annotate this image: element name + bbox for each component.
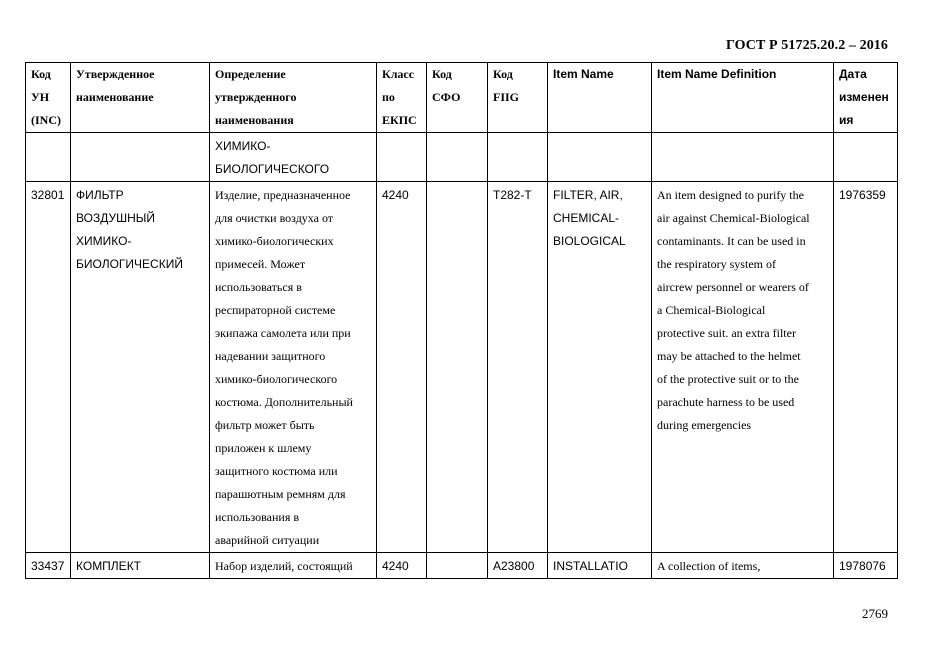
cell-line: парашютным ремням для	[215, 487, 346, 501]
cell-line: костюма. Дополнительный	[215, 395, 353, 409]
cell-item-name-definition	[652, 182, 834, 553]
cell-item-name-definition	[652, 553, 834, 579]
cell-item-name	[548, 182, 652, 553]
cell-line: экипажа самолета или при	[215, 326, 351, 340]
table-row	[26, 182, 898, 553]
cell-change-date	[834, 133, 898, 182]
cell-line: aircrew personnel or wearers of	[657, 280, 809, 294]
cell-line: ХИМИКО-	[76, 234, 132, 248]
cell-fiig-code	[488, 182, 548, 553]
header-line: Определение	[215, 67, 286, 81]
header-line: СФО	[432, 90, 461, 104]
cell-line: An item designed to purify the	[657, 188, 804, 202]
table-header-row	[26, 63, 898, 133]
cell-change-date	[834, 182, 898, 553]
cell-line: may be attached to the helmet	[657, 349, 801, 363]
cell-fiig-code	[488, 133, 548, 182]
document-standard-number: ГОСТ Р 51725.20.2 – 2016	[725, 38, 888, 53]
cell-line: респираторной системе	[215, 303, 336, 317]
cell-fiig-code	[488, 553, 548, 579]
cell-line: 1978076	[839, 559, 886, 573]
cell-line: фильтр может быть	[215, 418, 315, 432]
table-row	[26, 133, 898, 182]
cell-line: ВОЗДУШНЫЙ	[76, 211, 155, 225]
header-sfo-code	[427, 63, 488, 133]
cell-definition	[210, 553, 377, 579]
header-item-name-definition	[652, 63, 834, 133]
cell-line: INSTALLATIO	[553, 559, 628, 573]
cell-line: приложен к шлему	[215, 441, 312, 455]
cell-line: BIOLOGICAL	[553, 234, 626, 248]
cell-line: использоваться в	[215, 280, 302, 294]
cell-line: FILTER, AIR,	[553, 188, 623, 202]
cell-sfo-code	[427, 182, 488, 553]
header-line: (INC)	[31, 113, 61, 127]
cell-line: protective suit. an extra filter	[657, 326, 796, 340]
cell-line: 33437	[31, 559, 65, 573]
cell-class-ekps	[377, 553, 427, 579]
cell-line: during emergencies	[657, 418, 752, 432]
cell-definition	[210, 133, 377, 182]
cell-inc	[26, 133, 71, 182]
header-fiig-code	[488, 63, 548, 133]
header-line: ЕКПС	[382, 113, 417, 127]
cell-line: 32801	[31, 188, 65, 202]
cell-line: аварийной ситуации	[215, 533, 320, 547]
cell-item-name	[548, 133, 652, 182]
cell-line: надевании защитного	[215, 349, 326, 363]
page-number: 2769	[862, 606, 888, 621]
cell-sfo-code	[427, 553, 488, 579]
header-line: Код	[31, 67, 51, 81]
cell-line: ХИМИКО-	[215, 139, 271, 153]
cell-item-name	[548, 553, 652, 579]
cell-line: химико-биологических	[215, 234, 334, 248]
cell-line: ФИЛЬТР	[76, 188, 124, 202]
header-change-date	[834, 63, 898, 133]
header-item-name	[548, 63, 652, 133]
cell-line: примесей. Может	[215, 257, 306, 271]
catalog-table	[25, 62, 898, 579]
cell-line: CHEMICAL-	[553, 211, 620, 225]
cell-line: КОМПЛЕКТ	[76, 559, 142, 573]
cell-line: the respiratory system of	[657, 257, 776, 271]
header-line: изменен	[839, 90, 889, 104]
cell-line: A23800	[493, 559, 535, 573]
header-line: УН	[31, 90, 50, 104]
cell-class-ekps	[377, 182, 427, 553]
cell-line: 1976359	[839, 188, 886, 202]
header-approved-name	[71, 63, 210, 133]
cell-line: parachute harness to be used	[657, 395, 795, 409]
cell-line: air against Chemical-Biological	[657, 211, 810, 225]
header-line: Item Name Definition	[657, 67, 777, 81]
cell-line: защитного костюма или	[215, 464, 338, 478]
cell-item-name-definition	[652, 133, 834, 182]
header-line: ия	[839, 113, 854, 127]
header-class-ekps	[377, 63, 427, 133]
header-line: по	[382, 90, 395, 104]
cell-inc	[26, 182, 71, 553]
cell-line: a Chemical-Biological	[657, 303, 766, 317]
header-definition	[210, 63, 377, 133]
cell-sfo-code	[427, 133, 488, 182]
cell-approved-name	[71, 553, 210, 579]
cell-line: БИОЛОГИЧЕСКИЙ	[76, 257, 183, 271]
header-line: Дата	[839, 67, 867, 81]
cell-approved-name	[71, 182, 210, 553]
header-line: Код	[493, 67, 513, 81]
cell-line: T282-T	[493, 188, 532, 202]
cell-line: использования в	[215, 510, 300, 524]
header-line: наименования	[215, 113, 294, 127]
header-inc	[26, 63, 71, 133]
cell-line: of the protective suit or to the	[657, 372, 799, 386]
table-row	[26, 553, 898, 579]
header-line: Класс	[382, 67, 415, 81]
cell-line: Изделие, предназначенное	[215, 188, 351, 202]
header-line: наименование	[76, 90, 154, 104]
cell-approved-name	[71, 133, 210, 182]
cell-line: 4240	[382, 188, 409, 202]
cell-line: A collection of items,	[657, 559, 761, 573]
header-line: FIIG	[493, 90, 520, 104]
cell-inc	[26, 553, 71, 579]
cell-line: химико-биологического	[215, 372, 338, 386]
cell-line: 4240	[382, 559, 409, 573]
cell-line: Набор изделий, состоящий	[215, 559, 353, 573]
cell-change-date	[834, 553, 898, 579]
header-line: Утвержденное	[76, 67, 155, 81]
header-line: утвержденного	[215, 90, 297, 104]
cell-definition	[210, 182, 377, 553]
header-line: Код	[432, 67, 452, 81]
cell-line: contaminants. It can be used in	[657, 234, 806, 248]
cell-line: БИОЛОГИЧЕСКОГО	[215, 162, 330, 176]
cell-line: для очистки воздуха от	[215, 211, 334, 225]
header-line: Item Name	[553, 67, 614, 81]
cell-class-ekps	[377, 133, 427, 182]
